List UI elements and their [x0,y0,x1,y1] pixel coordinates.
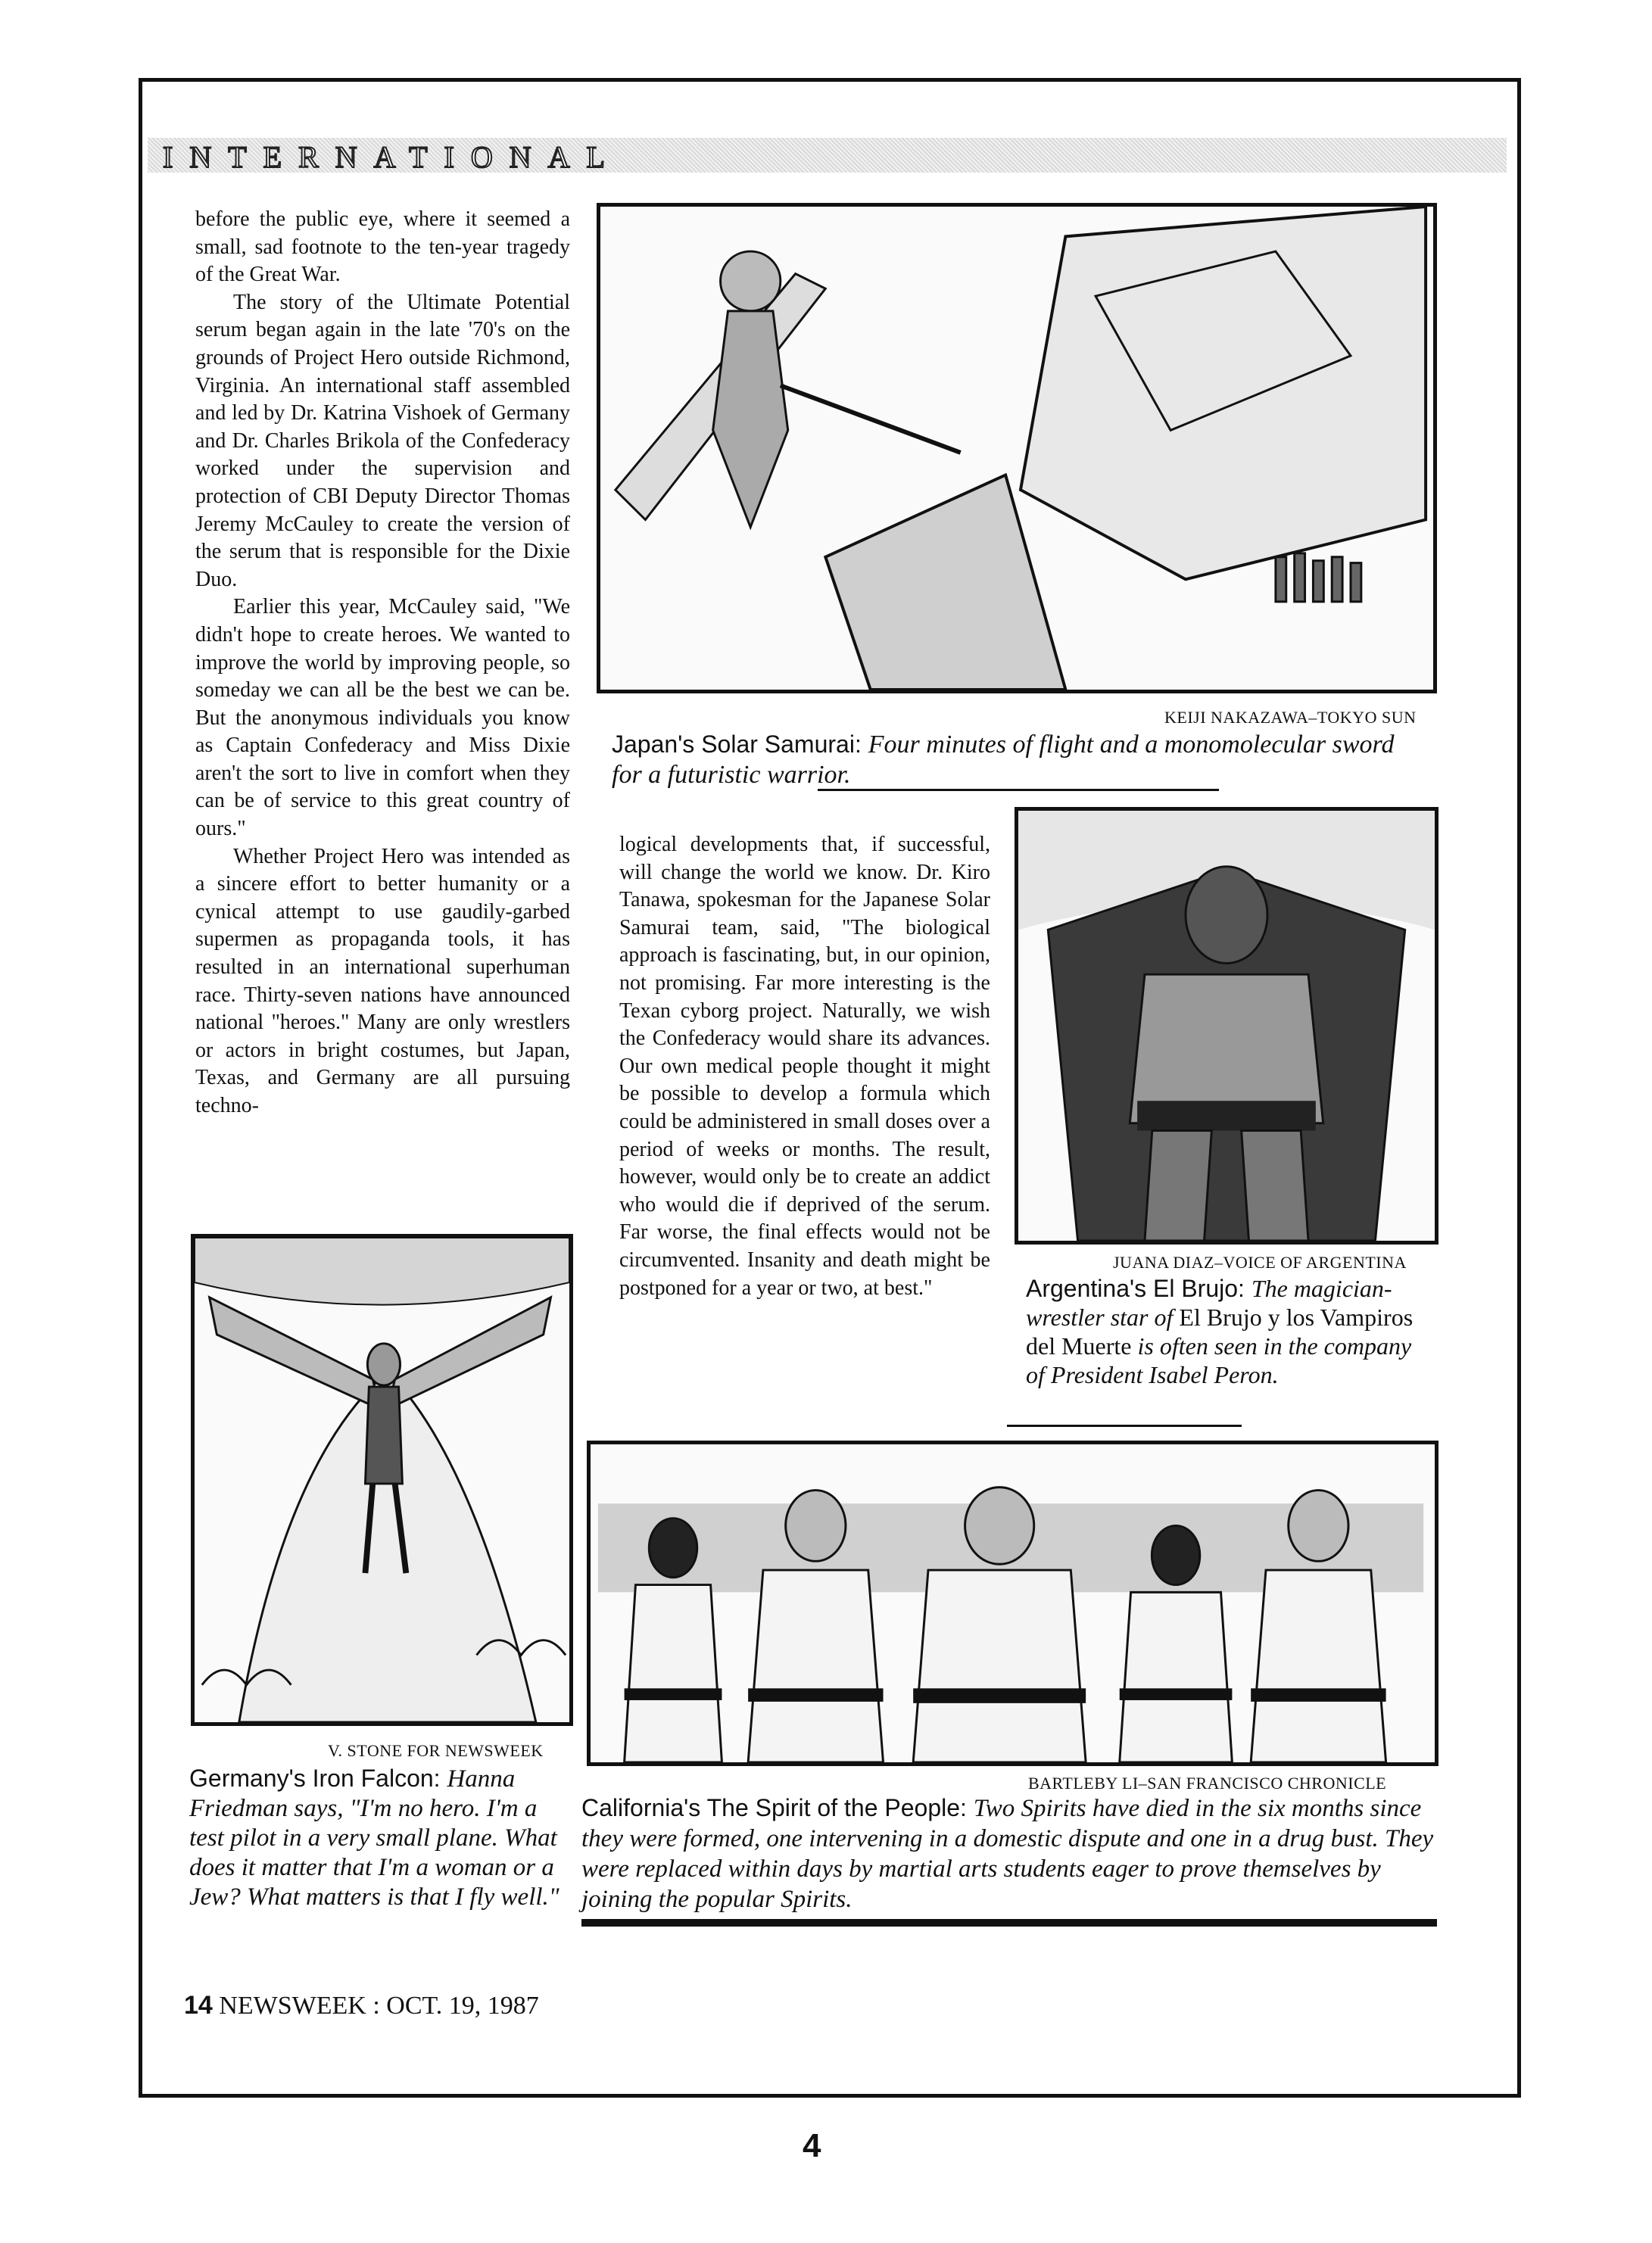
photo-credit: V. STONE FOR NEWSWEEK [328,1741,544,1760]
paragraph: Whether Project Hero was intended as a sincere effort to better humanity or a cynical attempt to use gaudily-garbed supermen as propaganda tools, it has resulted in an international superhuman race. Thirty-seven nations have announced national "heroes." Many are only wrestlers or actors in bright costumes, but Japan, Texas, and Germany are all pursuing techno- [195,844,570,1117]
article-column-1 [195,206,570,1120]
caption-lead: Germany's Iron Falcon: [189,1765,447,1792]
caption-rule [818,789,1219,791]
figure-caption [189,1764,568,1912]
figure-caption [612,729,1429,790]
el-brujo-illustration [1015,807,1438,1245]
spirit-of-the-people-illustration [587,1441,1438,1766]
bottom-thick-rule [581,1919,1437,1927]
caption-film-title: El Brujo y los Vampiros del Muerte [1026,1304,1414,1360]
paragraph: before the public eye, where it seemed a small, sad footnote to the ten-year tragedy of the Great War. [195,207,570,287]
caption-rule [1007,1425,1242,1427]
caption-body: Hanna Friedman says, "I'm no hero. I'm a test pilot in a very small plane. What does it matter that I'm a woman or a Jew? What matters is that I fly well." [189,1765,559,1911]
caption-lead: California's The Spirit of the People: [581,1794,974,1821]
figure-caption [581,1793,1437,1914]
issue-page-number: 14 [184,1991,213,2020]
photo-credit: KEIJI NAKAZAWA–TOKYO SUN [1164,708,1417,727]
caption-body: The magician-wrestler star of [1026,1275,1392,1331]
solar-samurai-illustration [597,203,1437,693]
paragraph: The story of the Ultimate Potential serum began again in the late '70's on the grounds of Project Hero outside Richmond, Virginia. An international staff assembled and led by Dr. Katrina Vishoek of Germany and Dr. Charles Brikola of the Confederacy worked under the supervision and protection of CBI Deputy Director Thomas Jeremy McCauley to create the version of the serum that is responsible for the Dixie Duo. [195,290,570,591]
paragraph: logical developments that, if successful, will change the world we know. Dr. Kiro Tanawa, spokesman for the Japanese Solar Samurai team, said, "The biological approach is fascinating, but, in our opinion, not promising. Far more interesting is the Texan cyborg project. Naturally, we wish the Confederacy would share its advances. Our own medical people thought it might be possible to develop a formula which could be administered in small doses over a period of weeks or months. The result, however, would only be to create an addict who would die if deprived of the serum. Far worse, the final effects would not be circumvented. Insanity and death might be postponed for a year or two, at best." [619,833,990,1300]
photo-credit: BARTLEBY LI–SAN FRANCISCO CHRONICLE [1028,1774,1387,1793]
issue-footer [184,1991,539,2020]
section-title: INTERNATIONAL [163,140,622,174]
paragraph: Earlier this year, McCauley said, "We didn't hope to create heroes. We wanted to improve the world by improving people, so someday we can all be the best we can be. But the anonymous individuals you know as Captain Confederacy and Miss Dixie aren't the sort to live in comfort when they can be of service to this great country of ours." [195,595,570,841]
caption-lead: Argentina's El Brujo: [1026,1275,1251,1302]
photo-credit: JUANA DIAZ–VOICE OF ARGENTINA [1113,1253,1407,1272]
caption-body: is often seen in the company of President Isabel Peron. [1026,1332,1412,1388]
caption-body: Two Spirits have died in the six months since they were formed, one intervening in a domestic dispute and one in a drug bust. They were replaced within days by martial arts students eager to prove themselves by joining the popular Spirits. [581,1795,1434,1913]
page-number: 4 [803,2127,821,2164]
caption-body: Four minutes of flight and a monomolecular sword for a futuristic warrior. [612,731,1395,789]
article-column-2 [619,831,990,1302]
iron-falcon-illustration [191,1234,573,1726]
publication-dateline: NEWSWEEK : OCT. 19, 1987 [212,1992,539,2020]
figure-caption [1026,1274,1435,1389]
caption-lead: Japan's Solar Samurai: [612,731,868,758]
section-banner [148,138,1507,173]
